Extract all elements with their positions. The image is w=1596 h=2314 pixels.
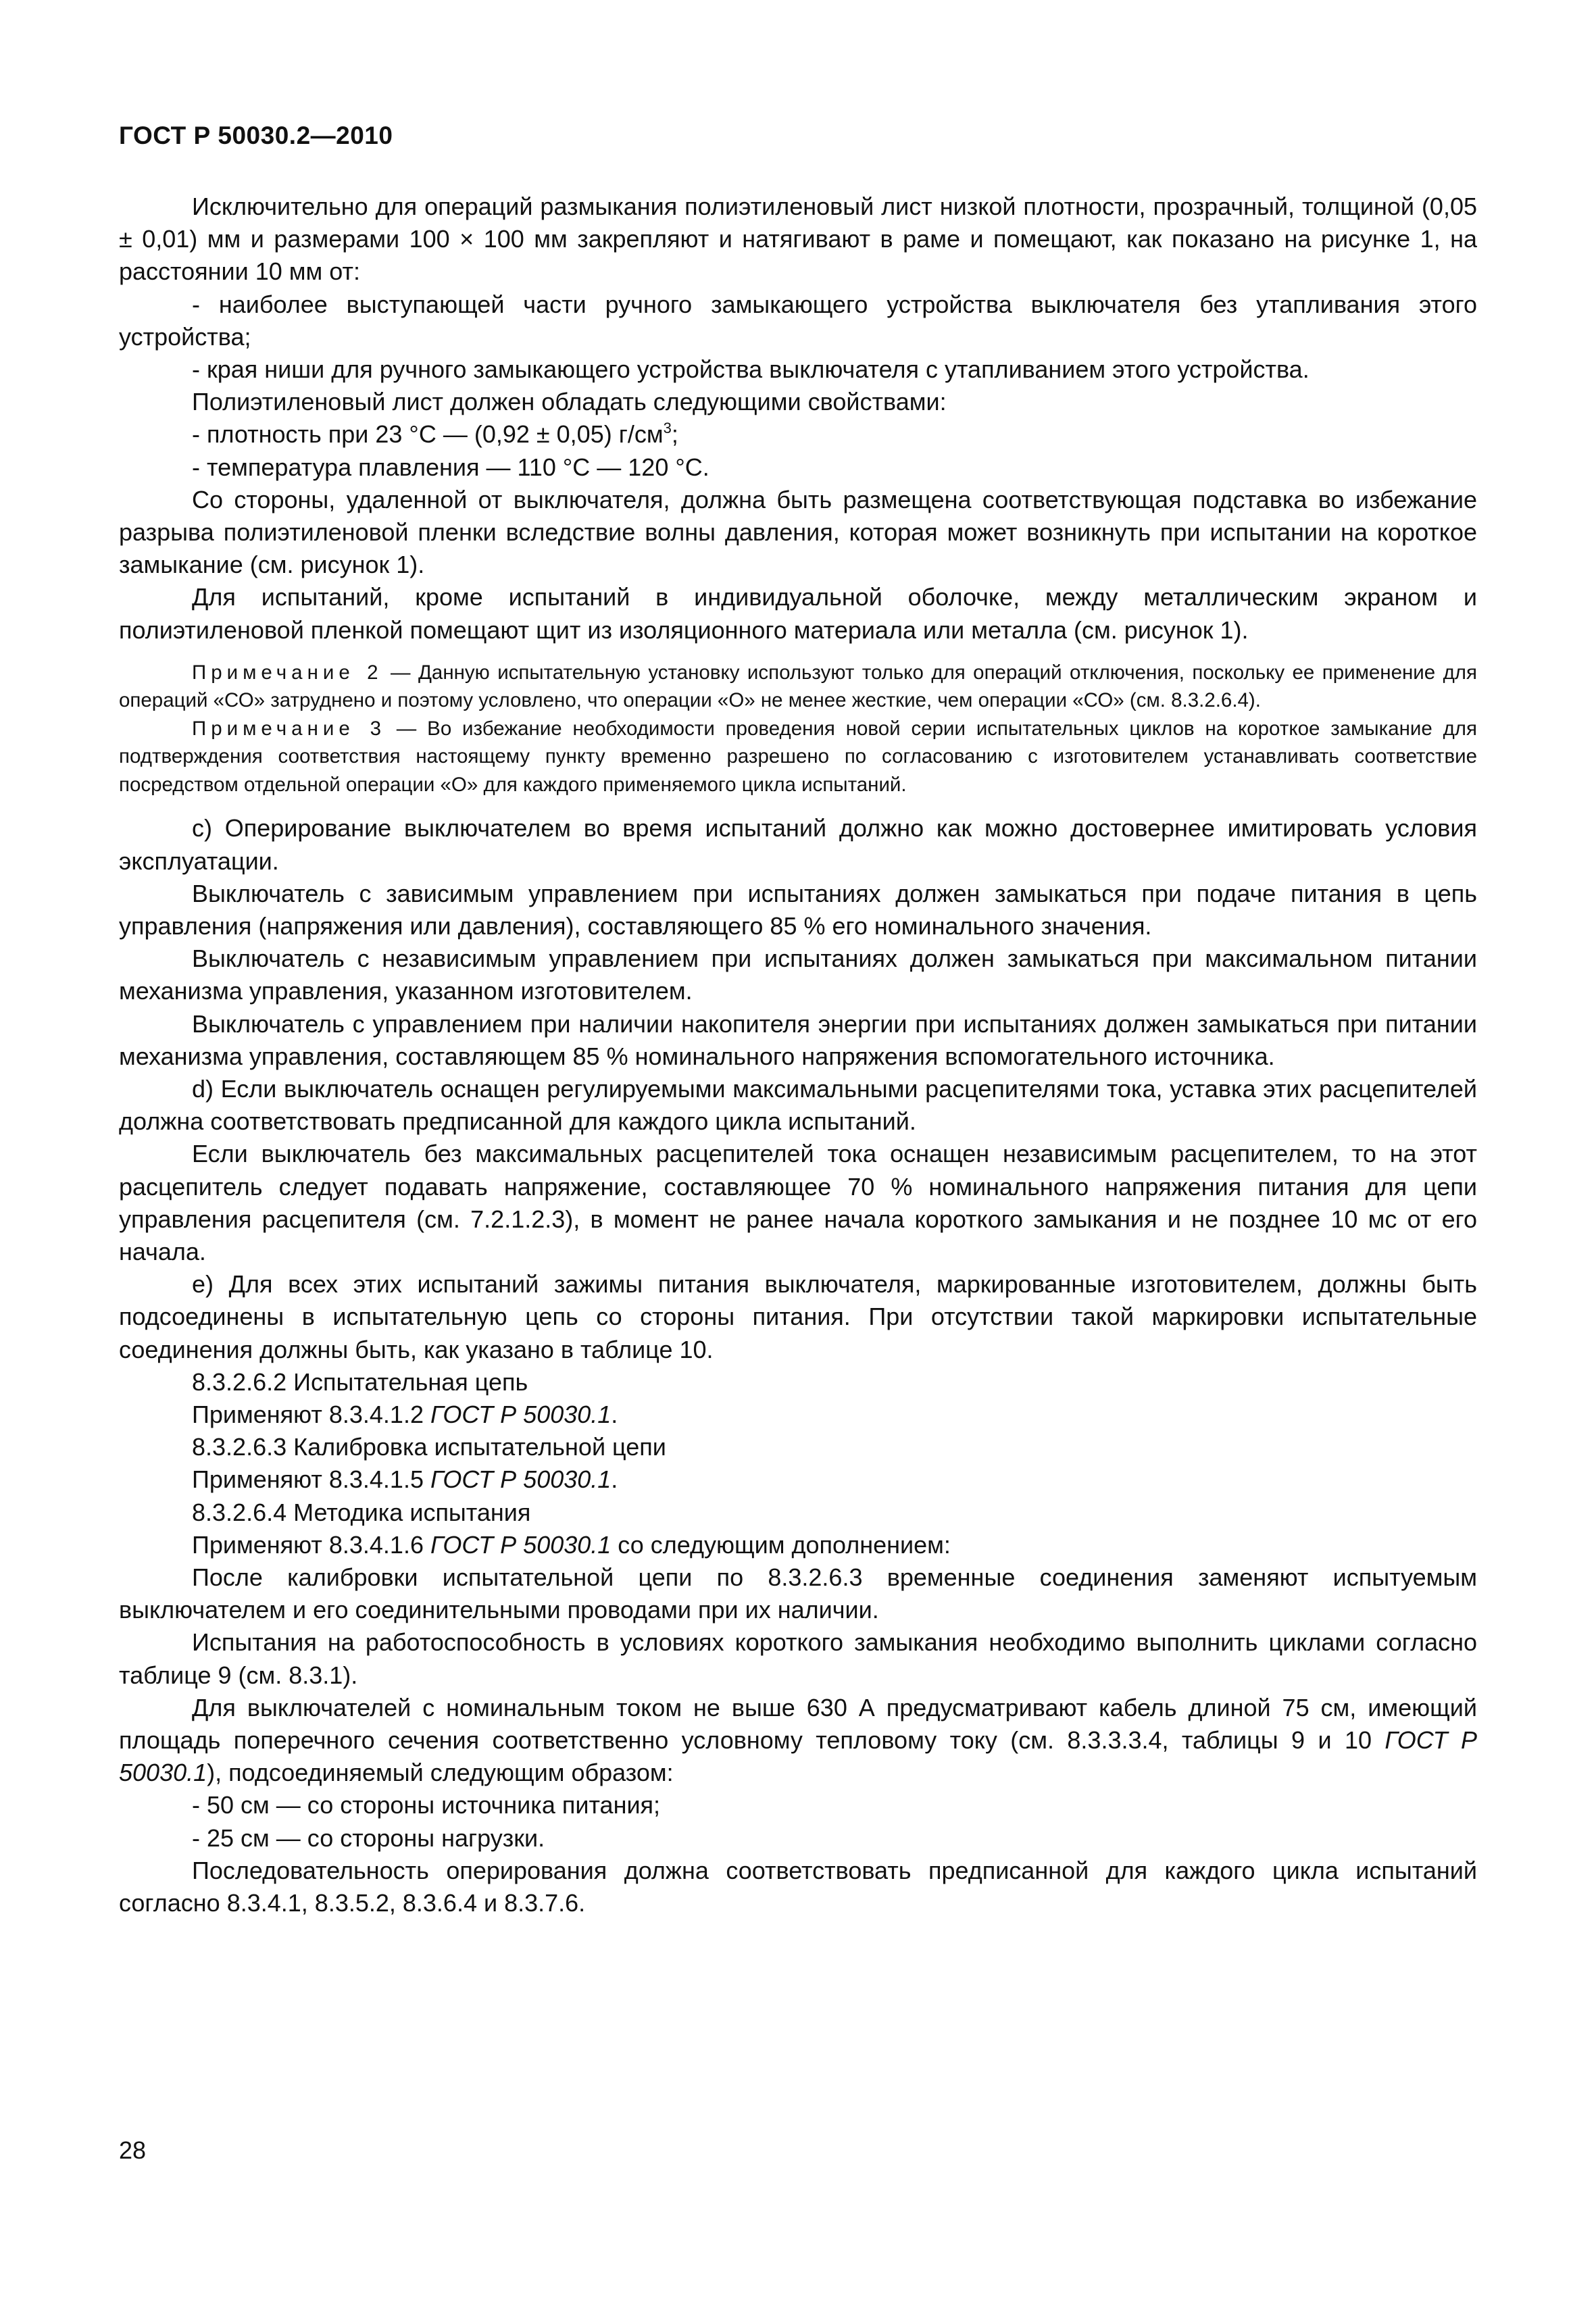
- paragraph-cable: [119, 1692, 1477, 1790]
- page-number: 28: [119, 2136, 147, 2164]
- list-item: - 25 см — со стороны нагрузки.: [192, 1823, 545, 1852]
- apply-text: Применяют 8.3.4.1.6: [192, 1530, 430, 1559]
- paragraph: Последовательность оперирования должна соответствовать предписанной для каждого цикла испытаний согласно 8.3.4.1, 8.3.5.2, 8.3.6.4 и 8.3.7.6.: [119, 1856, 1477, 1917]
- cable-text: Для выключателей с номинальным током не выше 630 А предусматривают кабель длиной 75 см, имеющий площадь поперечного сечения соответственно условному тепловому току (см. 8.3.3.3.4, таблицы 9 и 10: [119, 1693, 1477, 1755]
- density-text: - плотность при 23 °С — (0,92 ± 0,05) г/см: [192, 420, 664, 449]
- standard-reference: ГОСТ Р 50030.1: [119, 1726, 1477, 1787]
- note-2: [119, 659, 1477, 715]
- standard-reference: ГОСТ Р 50030.1: [430, 1465, 612, 1494]
- list-item-density: [119, 418, 1477, 451]
- apply-reference: [119, 1463, 1477, 1496]
- standard-reference: ГОСТ Р 50030.1: [430, 1401, 612, 1428]
- apply-suffix: .: [611, 1465, 618, 1494]
- paragraph: Полиэтиленовый лист должен обладать следующими свойствами:: [192, 388, 947, 416]
- paragraph: Для испытаний, кроме испытаний в индивидуальной оболочке, между металлическим экраном и полиэтиленовой пленкой помещают щит из изоляционного материала или металла (см. рисунок 1).: [119, 583, 1477, 644]
- paragraph: Исключительно для операций размыкания полиэтиленовый лист низкой плотности, прозрачный, толщиной (0,05 ± 0,01) мм и размерами 100 × 100 мм закрепляют и натягивают в раме и помещают, как показано на рисунке 1, на расстоянии 10 мм от:: [119, 193, 1477, 286]
- apply-suffix: .: [611, 1401, 618, 1428]
- apply-text: Применяют 8.3.4.1.2: [192, 1401, 430, 1428]
- note-label: Примечание 2: [192, 661, 383, 684]
- list-item: - температура плавления — 110 °С — 120 °С.: [192, 453, 709, 481]
- paragraph: Выключатель с независимым управлением при испытаниях должен замыкаться при максимальном питании механизма управления, указанном изготовителем.: [119, 945, 1477, 1005]
- note-text: — Данную испытательную установку используют только для операций отключения, поскольку ее применение для операций «СО» затруднено и поэтому условлено, что операции «О» не менее жесткие, чем операции «СО» (см. 8.3.2.6.4).: [119, 661, 1477, 712]
- apply-text: Применяют 8.3.4.1.5: [192, 1465, 430, 1494]
- document-header: ГОСТ Р 50030.2—2010: [119, 122, 393, 149]
- list-item: - наиболее выступающей части ручного замыкающего устройства выключателя без утапливания этого устройства;: [119, 290, 1477, 351]
- note-text: — Во избежание необходимости проведения новой серии испытательных циклов на короткое замыкание для подтверждения соответствия настоящему пункту временно разрешено по согласованию с изготовителем устанавливать соответствие посредством отдельной операции «О» для каждого применяемого цикла испытаний.: [119, 717, 1477, 796]
- note-3: [119, 715, 1477, 799]
- paragraph: Выключатель с управлением при наличии накопителя энергии при испытаниях должен замыкаться при питании механизма управления, составляющем 85 % номинального напряжения вспомогательного источника.: [119, 1009, 1477, 1070]
- cable-suffix: ), подсоединяемый следующим образом:: [207, 1759, 674, 1787]
- section-heading-method: 8.3.2.6.4 Методика испытания: [192, 1498, 531, 1526]
- notes-block: [119, 659, 1477, 799]
- list-item: - края ниши для ручного замыкающего устройства выключателя с утапливанием этого устройства.: [192, 355, 1310, 384]
- document-body: [119, 191, 1477, 1919]
- standard-reference: ГОСТ Р 50030.1: [430, 1530, 612, 1559]
- note-label: Примечание 3: [192, 717, 386, 740]
- paragraph: Если выключатель без максимальных расцепителей тока оснащен независимым расцепителем, то на этот расцепитель следует подавать напряжение, составляющее 70 % номинального напряжения питания для цепи управления расцепителя (см. 7.2.1.2.3), в момент не ранее начала короткого замыкания и не позднее 10 мс от его начала.: [119, 1140, 1477, 1265]
- list-item: - 50 см — со стороны источника питания;: [192, 1791, 661, 1819]
- paragraph: с) Оперирование выключателем во время испытаний должно как можно достовернее имитировать условия эксплуатации.: [119, 814, 1477, 875]
- density-suffix: ;: [671, 420, 678, 449]
- paragraph: После калибровки испытательной цепи по 8.3.2.6.3 временные соединения заменяют испытуемым выключателем и его соединительными проводами при их наличии.: [119, 1563, 1477, 1624]
- paragraph: е) Для всех этих испытаний зажимы питания выключателя, маркированные изготовителем, должны быть подсоединены в испытательную цепь со стороны питания. При отсутствии такой маркировки испытательные соединения должны быть, как указано в таблице 10.: [119, 1270, 1477, 1363]
- paragraph: Выключатель с зависимым управлением при испытаниях должен замыкаться при подаче питания в цепь управления (напряжения или давления), составляющего 85 % его номинального значения.: [119, 879, 1477, 940]
- apply-suffix: со следующим дополнением:: [611, 1530, 951, 1559]
- apply-reference: [119, 1399, 1477, 1431]
- section-heading-calibration: 8.3.2.6.3 Калибровка испытательной цепи: [192, 1433, 666, 1461]
- paragraph: Испытания на работоспособность в условиях короткого замыкания необходимо выполнить циклами согласно таблице 9 (см. 8.3.1).: [119, 1628, 1477, 1689]
- apply-reference: [119, 1529, 1477, 1561]
- density-superscript: 3: [663, 420, 672, 437]
- section-heading-test-circuit: 8.3.2.6.2 Испытательная цепь: [192, 1367, 528, 1396]
- paragraph: d) Если выключатель оснащен регулируемыми максимальными расцепителями тока, уставка этих расцепителей должна соответствовать предписанной для каждого цикла испытаний.: [119, 1074, 1477, 1136]
- paragraph: Со стороны, удаленной от выключателя, должна быть размещена соответствующая подставка во избежание разрыва полиэтиленовой пленки вследствие волны давления, которая может возникнуть при испытании на короткое замыкание (см. рисунок 1).: [119, 485, 1477, 579]
